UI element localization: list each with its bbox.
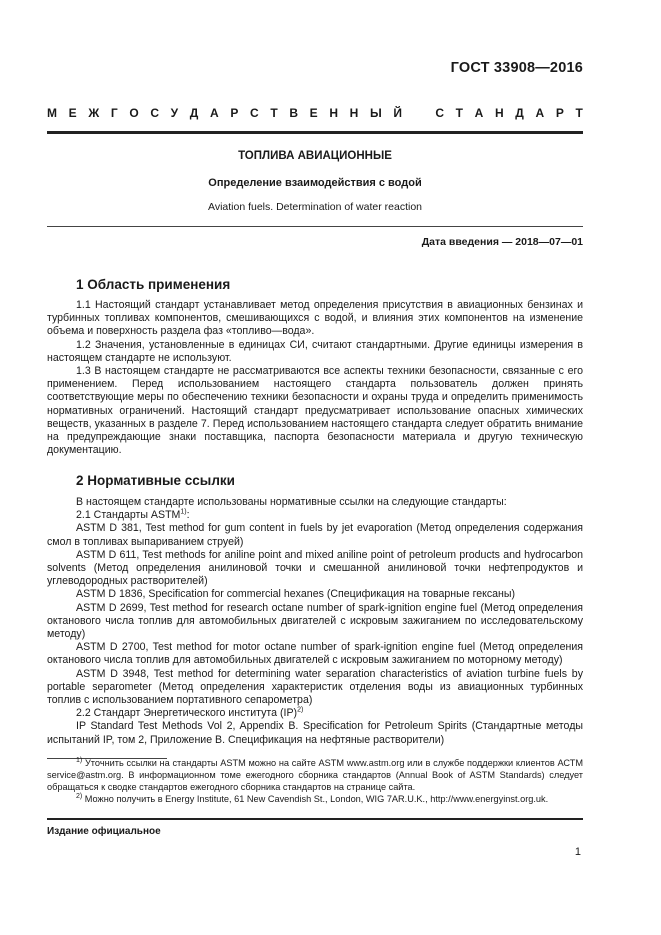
interstate-letter: С [249, 106, 259, 120]
subsection-2-1 [47, 509, 583, 522]
interstate-letter: О [129, 106, 139, 120]
interstate-letter: Ы [369, 106, 382, 120]
interstate-letter: А [535, 106, 545, 120]
title-rule [47, 226, 583, 227]
paragraph-1-2: 1.2 Значения, установленные в единицах СИ, считают стандартными. Другие единицы измерения в настоящем стандарте не используют. [47, 338, 583, 364]
interstate-letter: Н [349, 106, 359, 120]
interstate-letter: С [150, 106, 159, 120]
ref-astm-d3948: ASTM D 3948, Test method for determining water separation characteristics of aviation turbine fuels by portable separometer (Метод определения характеристик отделения воды из авиационных турбинных топлив с использованием портативного сепарометра) [47, 667, 583, 707]
interstate-letter: Р [555, 106, 564, 120]
interstate-letter: Ж [88, 106, 100, 120]
gost-code: ГОСТ 33908—2016 [450, 60, 583, 76]
interstate-letter: Т [575, 106, 583, 120]
interstate-letter [414, 106, 424, 120]
paragraph-1-1: 1.1 Настоящий стандарт устанавливает метод определения присутствия в авиационных бензинах и турбинных топливах компонентов, смешивающихся с водой, и влияния этих компонентов на изменение объема и поверхность раздела фаз «топливо—вода». [47, 299, 583, 338]
footnote-ref-2[interactable]: 2) [297, 706, 304, 714]
official-edition-label: Издание официальное [47, 826, 161, 837]
document-subtitle: Определение взаимодействия с водой [208, 177, 422, 189]
interstate-letter: Д [189, 106, 199, 120]
interstate-letter: Й [393, 106, 402, 120]
interstate-standard-heading [47, 106, 583, 120]
interstate-letter: Н [494, 106, 504, 120]
interstate-letter: Р [230, 106, 239, 120]
document-title: ТОПЛИВА АВИАЦИОННЫЕ [238, 150, 392, 162]
interstate-letter: М [47, 106, 57, 120]
footnote-2-text: Можно получить в Energy Institute, 61 New Cavendish St., London, WIG 7AR.U.K., http://www.energyinst.org.uk. [84, 794, 549, 804]
footer-rule [47, 818, 583, 820]
footnote-1 [47, 757, 583, 793]
subsection-2-1-label: 2.1 Стандарты ASTM [76, 509, 181, 522]
ref-astm-d611: ASTM D 611, Test methods for aniline point and mixed aniline point of petroleum products and hydrocarbon solvents (Метод определения анилиновой точки и смешанной анилиновой точки нефтепродуктов и углеводородных растворителей) [47, 548, 583, 588]
footnote-1-mark: 1) [76, 756, 83, 764]
introduction-date: Дата введения — 2018—07—01 [421, 236, 583, 248]
section-1-title: 1 Область применения [76, 277, 231, 292]
footnote-1-text: Уточнить ссылки на стандарты ASTM можно на сайте ASTM www.astm.org или в службе поддержки клиентов АСТМ service@astm.org. В информационном томе ежегодного сборника стандартов (Annual Book of ASTM Standards) следует обращаться к сводке стандартов ежегодного сборника стандартов на странице сайта. [47, 758, 584, 792]
subsection-2-2 [47, 707, 583, 720]
section-1-body [47, 299, 583, 457]
interstate-letter: Е [68, 106, 77, 120]
ref-astm-d1836: ASTM D 1836, Specification for commercial hexanes (Спецификация на товарные гексаны) [76, 588, 516, 601]
interstate-letter: Д [515, 106, 524, 120]
interstate-letter: Е [309, 106, 318, 120]
footnote-2 [47, 793, 583, 805]
ref-astm-d2700: ASTM D 2700, Test method for motor octane number of spark-ignition engine fuel (Метод определения октанового числа топлив для автомобильных двигателей с искровым зажиганием по моторному методу) [47, 641, 583, 667]
interstate-letter: Г [110, 106, 118, 120]
section-2-intro: В настоящем стандарте использованы нормативные ссылки на следующие стандарты: [76, 496, 507, 508]
section-2-title: 2 Нормативные ссылки [76, 473, 235, 488]
header-rule [47, 131, 583, 134]
document-title-english: Aviation fuels. Determination of water reaction [208, 201, 422, 213]
ref-astm-d381: ASTM D 381, Test method for gum content in fuels by jet evaporation (Метод определения содержания смол в топливах выпариванием струей) [47, 522, 583, 548]
interstate-letter: Н [329, 106, 338, 120]
paragraph-1-3: 1.3 В настоящем стандарте не рассматриваются все аспекты техники безопасности, связанные с его применением. Перед использованием настоящего стандарта пользователь должен принять соответствующие меры по обеспечению техники безопасности и охраны труда и определить применимость нормативных ограничений. Настоящий стандарт предусматривает использование опасных химических веществ, указанных в разделе 7. Перед использованием настоящего стандарта следует обратить внимание на предупреждающие знаки поставщика, паспорта безопасности материала и другую техническую документацию. [47, 365, 583, 457]
footnote-2-mark: 2) [76, 792, 83, 800]
interstate-letter: В [289, 106, 298, 120]
section-2-body [47, 496, 583, 747]
ref-astm-d2699: ASTM D 2699, Test method for research octane number of spark-ignition engine fuel (Метод определения октанового числа топлив для автомобильных двигателей с искровым зажиганием по исследовательскому методу) [47, 601, 583, 641]
subsection-2-1-colon: : [186, 509, 190, 522]
interstate-letter: У [170, 106, 179, 120]
page-number: 1 [574, 846, 581, 858]
interstate-letter: А [209, 106, 219, 120]
interstate-letter: Т [455, 106, 463, 120]
interstate-letter: С [435, 106, 444, 120]
interstate-letter: А [474, 106, 484, 120]
footnotes [47, 757, 583, 805]
subsection-2-2-label: 2.2 Стандарт Энергетического института (IP) [76, 707, 298, 720]
footnote-ref-1[interactable]: 1) [180, 508, 187, 516]
ref-ip-standard: IP Standard Test Methods Vol 2, Appendix B. Specification for Petroleum Spirits (Стандартные методы испытаний IP, том 2, Приложение B. Спецификация на нефтяные растворители) [47, 720, 583, 746]
interstate-letter: Т [270, 106, 278, 120]
